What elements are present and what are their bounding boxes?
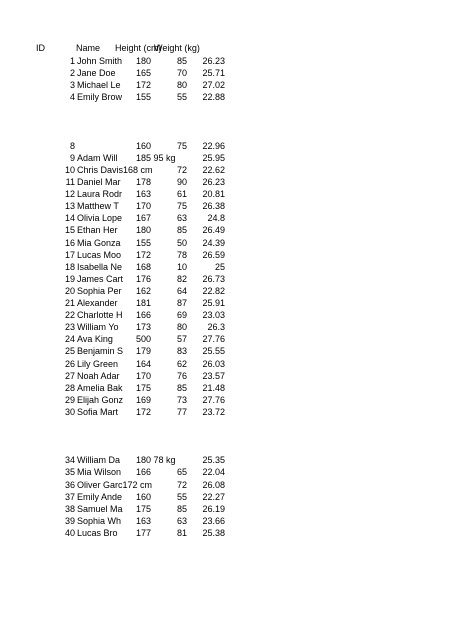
cell-bmi: 25.95 <box>202 152 225 163</box>
cell-name: Sofia Mart <box>77 406 119 417</box>
cell-bmi: 25.71 <box>202 68 225 79</box>
cell-id <box>55 419 75 430</box>
cell-id: 8 <box>69 140 75 151</box>
cell-name: Mia Gonza <box>77 237 121 248</box>
cell-name: Ethan Her <box>77 225 118 236</box>
cell-id: 9 <box>69 152 75 163</box>
cell-id <box>55 104 75 115</box>
cell-name: Jane Doe <box>77 68 116 79</box>
cell-name: Samuel Ma <box>77 503 123 514</box>
cell-id: 19 <box>64 273 75 284</box>
cell-bmi <box>196 129 225 140</box>
cell-height: 163 <box>136 189 152 200</box>
cell-name: James Cart <box>77 273 124 284</box>
cell-name: Sophia Wh <box>77 515 122 526</box>
cell-id: 25 <box>64 346 75 357</box>
cell-weight: 55 <box>177 491 188 502</box>
cell-height: 177 <box>136 527 152 538</box>
cell-name: Ava King <box>77 334 113 345</box>
cell-name: Michael Le <box>77 80 121 91</box>
cell-weight: 72 <box>177 479 188 490</box>
cell-height: 170 <box>136 201 152 212</box>
cell-bmi: 23.72 <box>202 406 225 417</box>
cell-name: Mia Wilson <box>77 467 122 478</box>
header-weight: Weight (kg) <box>154 43 200 53</box>
cell-weight: 85 <box>177 56 188 66</box>
cell-bmi: 24.8 <box>207 213 225 224</box>
cell-id: 27 <box>64 370 75 381</box>
cell-height: 175 <box>136 503 152 514</box>
cell-height: 179 <box>136 346 152 357</box>
cell-height: 167 <box>136 213 152 224</box>
cell-weight: 90 <box>177 177 188 187</box>
cell-id: 38 <box>64 503 75 514</box>
cell-height: 176 <box>136 273 152 284</box>
cell-name: Laura Rodr <box>77 189 123 200</box>
cell-name <box>77 141 134 152</box>
cell-bmi <box>196 117 225 128</box>
cell-bmi: 22.62 <box>202 164 225 175</box>
cell-id: 11 <box>65 177 75 187</box>
cell-name: Lucas Moo <box>77 249 122 260</box>
cell-id: 23 <box>64 322 75 333</box>
cell-weight: 82 <box>177 273 188 284</box>
cell-id: 20 <box>64 285 75 296</box>
cell-weight: 72 <box>177 164 188 175</box>
cell-name: Charlotte H <box>77 310 123 321</box>
cell-weight: 69 <box>177 310 188 321</box>
cell-bmi: 26.19 <box>202 503 225 514</box>
cell-bmi: 23.03 <box>202 310 225 321</box>
cell-id: 39 <box>64 515 75 526</box>
cell-height: 500 <box>136 334 152 345</box>
cell-bmi: 22.82 <box>202 285 225 296</box>
cell-name: Emily Ande <box>77 491 123 502</box>
cell-bmi: 23.66 <box>202 515 225 526</box>
cell-bmi: 22.27 <box>202 491 225 502</box>
cell-id: 40 <box>64 527 75 538</box>
cell-height: 160 <box>136 491 152 502</box>
cell-height: 185 95 kg <box>136 152 176 163</box>
cell-bmi: 21.48 <box>202 382 225 393</box>
cell-id: 21 <box>64 298 75 308</box>
cell-bmi <box>196 443 225 454</box>
cell-height: 175 <box>136 382 152 393</box>
cell-height: 173 <box>136 322 152 333</box>
cell-id: 17 <box>64 249 75 260</box>
cell-weight: 70 <box>177 68 188 79</box>
cell-height: 166 <box>136 310 152 321</box>
cell-name: Alexander <box>77 298 118 308</box>
cell-height: 155 <box>136 92 152 103</box>
cell-name: Amelia Bak <box>77 382 123 393</box>
cell-name: Noah Adar <box>77 370 120 381</box>
cell-id: 24 <box>64 334 75 345</box>
cell-height: 169 <box>136 394 152 405</box>
cell-id: 12 <box>64 189 75 200</box>
cell-id: 22 <box>64 310 75 321</box>
cell-id: 16 <box>64 237 75 248</box>
cell-weight: 10 <box>177 261 188 272</box>
cell-bmi: 26.08 <box>202 479 225 490</box>
cell-weight: 61 <box>177 189 188 200</box>
cell-name: John Smith <box>77 56 123 66</box>
cell-id: 14 <box>64 213 75 224</box>
cell-bmi: 22.96 <box>202 140 225 151</box>
cell-id: 2 <box>69 68 75 79</box>
cell-height: 180 78 kg <box>136 455 176 466</box>
cell-weight: 78 <box>177 249 188 260</box>
cell-weight: 80 <box>177 322 188 333</box>
cell-id: 10 <box>64 164 75 175</box>
cell-bmi: 26.23 <box>202 56 225 66</box>
cell-height: 178 <box>136 177 152 187</box>
cell-id: 30 <box>64 406 75 417</box>
cell-id <box>55 443 75 454</box>
cell-bmi: 26.3 <box>207 322 225 333</box>
cell-bmi: 26.03 <box>202 358 225 369</box>
cell-id: 35 <box>64 467 75 478</box>
cell-name: William Da <box>77 455 121 466</box>
cell-weight: 81 <box>177 527 188 538</box>
cell-weight: 50 <box>177 237 188 248</box>
cell-bmi <box>196 104 225 115</box>
cell-bmi: 27.76 <box>202 394 225 405</box>
cell-height: 165 <box>136 68 152 79</box>
cell-name: Oliver Garc172 cm <box>77 479 153 490</box>
cell-id: 1 <box>69 56 75 66</box>
cell-weight: 62 <box>177 358 188 369</box>
cell-bmi: 26.23 <box>202 177 225 187</box>
cell-name: Benjamin S <box>77 346 124 357</box>
cell-weight: 80 <box>177 80 188 91</box>
cell-height: 170 <box>136 370 152 381</box>
cell-bmi: 26.59 <box>202 249 225 260</box>
cell-weight: 85 <box>177 382 188 393</box>
cell-bmi: 27.02 <box>202 80 225 91</box>
header-height: Height (cm) <box>115 43 162 53</box>
cell-name: Daniel Mar <box>77 177 121 187</box>
cell-height: 180 <box>136 56 152 66</box>
cell-name: Sophia Per <box>77 285 122 296</box>
header-name: Name <box>76 43 101 53</box>
cell-bmi: 25.35 <box>202 455 225 466</box>
cell-bmi: 22.04 <box>202 467 225 478</box>
cell-weight: 73 <box>177 394 188 405</box>
cell-id <box>55 117 75 128</box>
cell-bmi: 20.81 <box>202 189 225 200</box>
cell-weight: 85 <box>177 503 188 514</box>
cell-id: 13 <box>64 201 75 212</box>
cell-name: Matthew T <box>77 201 119 212</box>
cell-weight: 65 <box>177 467 188 478</box>
cell-bmi <box>196 431 225 442</box>
cell-weight: 85 <box>177 225 188 236</box>
cell-weight: 63 <box>177 213 188 224</box>
cell-bmi: 26.73 <box>202 273 225 284</box>
cell-bmi: 26.49 <box>202 225 225 236</box>
cell-height: 172 <box>136 80 152 91</box>
cell-name: Chris Davis168 cm <box>77 164 153 175</box>
cell-bmi: 25.55 <box>202 346 225 357</box>
cell-name: Lucas Bro <box>77 527 118 538</box>
cell-bmi: 27.76 <box>202 334 225 345</box>
cell-height: 164 <box>136 358 152 369</box>
cell-id: 34 <box>64 455 75 466</box>
cell-id: 37 <box>64 491 75 502</box>
cell-id <box>55 129 75 140</box>
cell-weight: 57 <box>177 334 188 345</box>
cell-id <box>55 431 75 442</box>
cell-id: 4 <box>69 92 75 103</box>
cell-name: William Yo <box>77 322 119 333</box>
cell-id: 18 <box>64 261 75 272</box>
cell-weight: 63 <box>177 515 188 526</box>
cell-name: Olivia Lope <box>77 213 123 224</box>
cell-bmi: 22.88 <box>202 92 225 103</box>
cell-height: 172 <box>136 406 152 417</box>
cell-id: 28 <box>64 382 75 393</box>
cell-bmi: 25 <box>214 261 225 272</box>
cell-weight: 55 <box>177 92 188 103</box>
cell-weight: 83 <box>177 346 188 357</box>
cell-height: 162 <box>136 285 152 296</box>
header-id: ID <box>36 43 45 53</box>
cell-bmi: 26.38 <box>202 201 225 212</box>
cell-bmi: 24.39 <box>202 237 225 248</box>
cell-height: 155 <box>136 237 152 248</box>
cell-id: 26 <box>64 358 75 369</box>
cell-bmi: 25.91 <box>202 298 225 308</box>
cell-height: 160 <box>136 140 152 151</box>
cell-id: 15 <box>64 225 75 236</box>
cell-name: Adam Will <box>77 152 118 163</box>
cell-weight: 87 <box>177 298 188 308</box>
cell-id: 36 <box>64 479 75 490</box>
cell-bmi: 23.57 <box>202 370 225 381</box>
cell-id: 29 <box>64 394 75 405</box>
cell-height: 172 <box>136 249 152 260</box>
cell-weight: 75 <box>177 201 188 212</box>
cell-weight: 64 <box>177 285 188 296</box>
cell-name: Isabella Ne <box>77 261 123 272</box>
cell-id: 3 <box>69 80 75 91</box>
cell-height: 166 <box>136 467 152 478</box>
cell-height: 180 <box>136 225 152 236</box>
cell-weight: 75 <box>177 140 188 151</box>
cell-bmi: 25.38 <box>202 527 225 538</box>
cell-name: Elijah Gonz <box>77 394 124 405</box>
cell-name: Emily Brow <box>77 92 123 103</box>
cell-weight: 77 <box>177 406 188 417</box>
cell-name: Lily Green <box>77 358 119 369</box>
cell-height: 181 <box>136 298 152 308</box>
cell-weight: 76 <box>177 370 188 381</box>
cell-height: 163 <box>136 515 152 526</box>
cell-height: 168 <box>136 261 152 272</box>
cell-bmi <box>196 419 225 430</box>
